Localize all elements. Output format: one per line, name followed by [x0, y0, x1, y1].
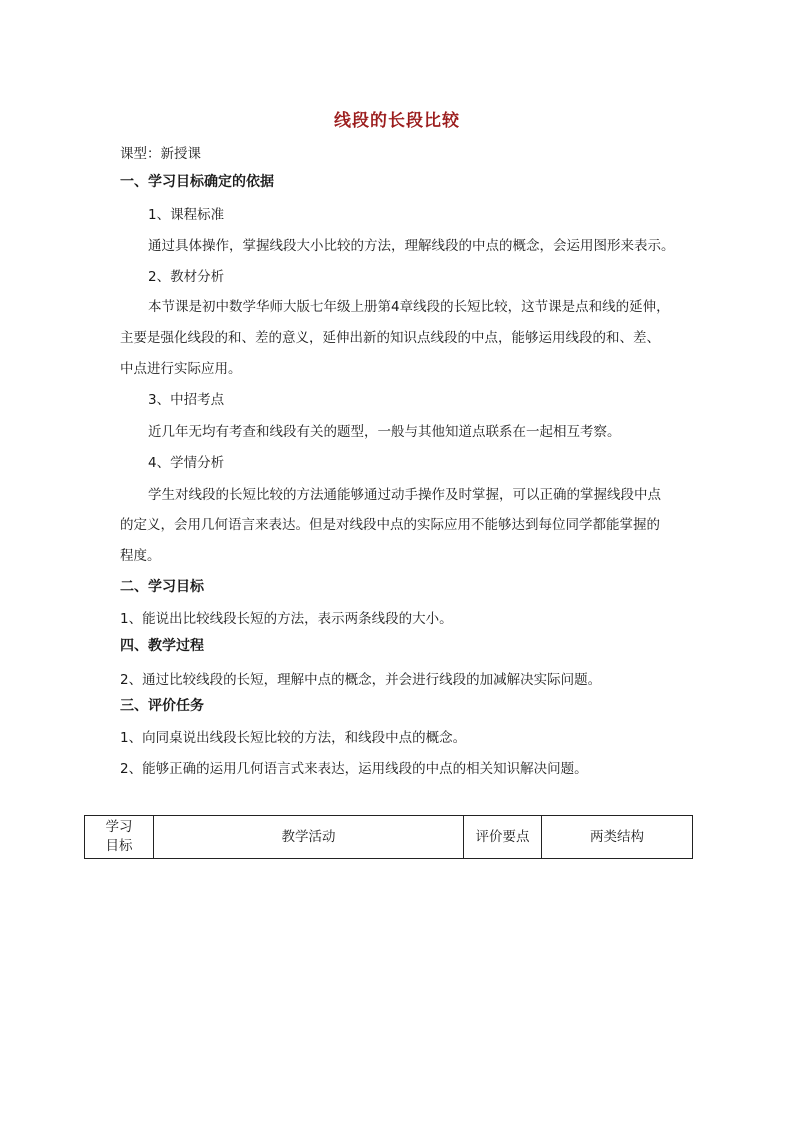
textbook-analysis-line-1: 本节课是初中数学华师大版七年级上册第4章线段的长短比较，这节课是点和线的延伸，	[148, 299, 670, 315]
learning-goal-2: 2、通过比较线段的长短，理解中点的概念，并会进行线段的加减解决实际问题。	[120, 672, 602, 688]
table-header-row	[85, 816, 693, 859]
student-analysis-line-2: 的定义，会用几何语言来表达。但是对线段中点的实际应用不能够达到每位同学都能掌握的	[120, 517, 660, 533]
table-header-learning-goal	[85, 816, 154, 859]
subheading-student-analysis: 4、学情分析	[148, 455, 225, 471]
student-analysis-line-1: 学生对线段的长短比较的方法通能够通过动手操作及时掌握，可以正确的掌握线段中点	[148, 487, 661, 503]
table-header-learning-goal-line-1: 学习	[105, 819, 133, 835]
table-header-two-structures: 两类结构	[542, 816, 693, 859]
exam-points-text: 近几年无均有考查和线段有关的题型，一般与其他知道点联系在一起相互考察。	[148, 424, 621, 440]
table-header-teaching-activity: 教学活动	[154, 816, 464, 859]
subheading-textbook-analysis: 2、教材分析	[148, 269, 225, 285]
section-heading-basis: 一、学习目标确定的依据	[120, 174, 274, 190]
textbook-analysis-line-3: 中点进行实际应用。	[120, 361, 242, 377]
subheading-exam-points: 3、中招考点	[148, 392, 225, 408]
subheading-curriculum-standard: 1、课程标准	[148, 207, 225, 223]
evaluation-task-2: 2、能够正确的运用几何语言式来表达，运用线段的中点的相关知识解决问题。	[120, 761, 588, 777]
textbook-analysis-line-2: 主要是强化线段的和、差的意义，延伸出新的知识点线段的中点，能够运用线段的和、差、	[120, 330, 660, 346]
student-analysis-line-3: 程度。	[120, 548, 161, 564]
section-heading-teaching-process: 四、教学过程	[120, 638, 204, 654]
learning-goal-1: 1、能说出比较线段长短的方法，表示两条线段的大小。	[120, 611, 453, 627]
section-heading-learning-goals: 二、学习目标	[120, 579, 204, 595]
lesson-type: 课型：新授课	[120, 146, 201, 162]
curriculum-standard-text: 通过具体操作，掌握线段大小比较的方法，理解线段的中点的概念，会运用图形来表示。	[148, 238, 675, 254]
evaluation-task-1: 1、向同桌说出线段长短比较的方法，和线段中点的概念。	[120, 730, 467, 746]
lesson-table	[84, 815, 693, 859]
table-header-learning-goal-line-2: 目标	[105, 838, 133, 854]
section-heading-evaluation-tasks: 三、评价任务	[120, 698, 204, 714]
document-title: 线段的长段比较	[334, 111, 460, 131]
table-header-evaluation-points: 评价要点	[464, 816, 542, 859]
